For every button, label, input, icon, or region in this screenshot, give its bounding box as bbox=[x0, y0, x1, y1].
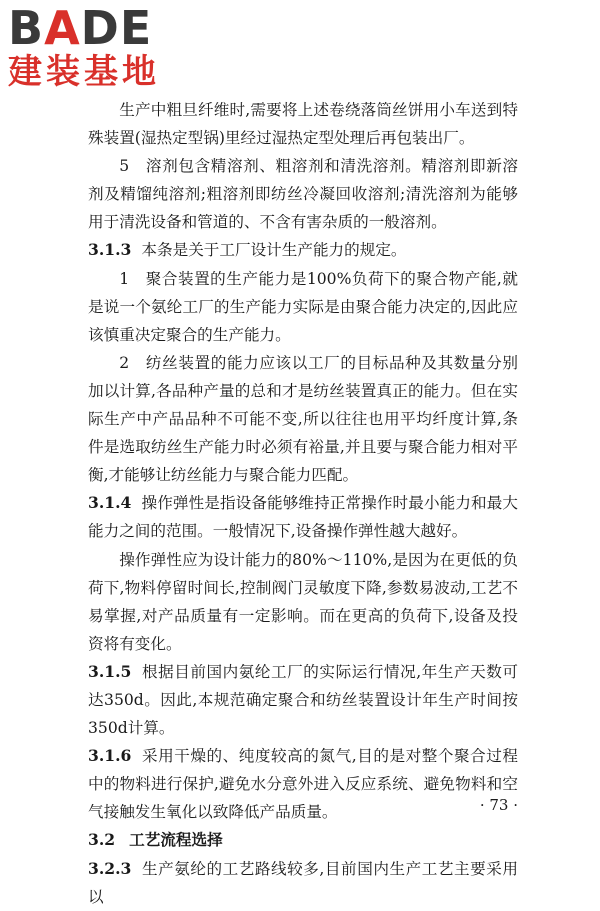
page-number: · 73 · bbox=[479, 796, 518, 814]
site-logo bbox=[8, 1, 183, 96]
clause-text: 操作弹性是指设备能够维持正常操作时最小能力和最大能力之间的范围。一般情况下,设备操作弹性越大越好。 bbox=[88, 494, 518, 541]
clause-text: 采用干燥的、纯度较高的氮气,目的是对整个聚合过程中的物料进行保护,避免水分意外进入反应系统、避免物料和空气接触发生氧化以致降低产品质量。 bbox=[88, 747, 518, 822]
paragraph: 生产中粗旦纤维时,需要将上述卷绕落筒丝饼用小车送到特殊装置(湿热定型锅)里经过湿热定型处理后再包装出厂。 bbox=[88, 101, 518, 148]
section-heading bbox=[88, 826, 518, 854]
paragraph: 2 纺丝装置的能力应该以工厂的目标品种及其数量分别加以计算,各品种产量的总和才是纺丝装置真正的能力。但在实际生产中产品品种不可能不变,所以往往也用平均纤度计算,条件是选取纺丝生产能力时必须有裕量,并且要与聚合能力相对平衡,才能够让纺丝能力与聚合能力匹配。 bbox=[88, 353, 518, 485]
document-body bbox=[88, 96, 518, 911]
clause-3-1-3 bbox=[88, 236, 518, 264]
clause-number: 3.1.4 bbox=[88, 493, 132, 513]
paragraph: 5 溶剂包含精溶剂、粗溶剂和清洗溶剂。精溶剂即新溶剂及精馏纯溶剂;粗溶剂即纺丝冷凝回收溶剂;清洗溶剂为能够用于清洗设备和管道的、不含有害杂质的一般溶剂。 bbox=[88, 157, 518, 232]
clause-text: 本条是关于工厂设计生产能力的规定。 bbox=[141, 241, 407, 260]
section-title: 工艺流程选择 bbox=[129, 830, 223, 850]
paragraph: 1 聚合装置的生产能力是100%负荷下的聚合物产能,就是说一个氨纶工厂的生产能力实际是由聚合能力决定的,因此应该慎重决定聚合的生产能力。 bbox=[88, 269, 518, 344]
clause-number: 3.1.5 bbox=[88, 661, 132, 681]
clause-3-1-4 bbox=[88, 489, 518, 545]
clause-3-2-3 bbox=[88, 855, 518, 911]
logo-subtitle: 建装基地 bbox=[8, 52, 160, 92]
clause-number: 3.1.3 bbox=[88, 240, 132, 260]
clause-number: 3.2.3 bbox=[88, 858, 132, 878]
clause-number: 3.1.6 bbox=[88, 746, 132, 766]
clause-text: 生产氨纶的工艺路线较多,目前国内生产工艺主要采用以 bbox=[88, 859, 518, 906]
logo-wordmark: BADE bbox=[8, 1, 153, 55]
clause-text: 根据目前国内氨纶工厂的实际运行情况,年生产天数可达350d。因此,本规范确定聚合和纺丝装置设计年生产时间按350d计算。 bbox=[88, 662, 518, 738]
paragraph: 操作弹性应为设计能力的80%～110%,是因为在更低的负荷下,物料停留时间长,控制阀门灵敏度下降,参数易波动,工艺不易掌握,对产品质量有一定影响。而在更高的负荷下,设备及投资将有变化。 bbox=[88, 550, 518, 653]
clause-3-1-5 bbox=[88, 658, 518, 742]
section-number: 3.2 bbox=[88, 830, 116, 850]
